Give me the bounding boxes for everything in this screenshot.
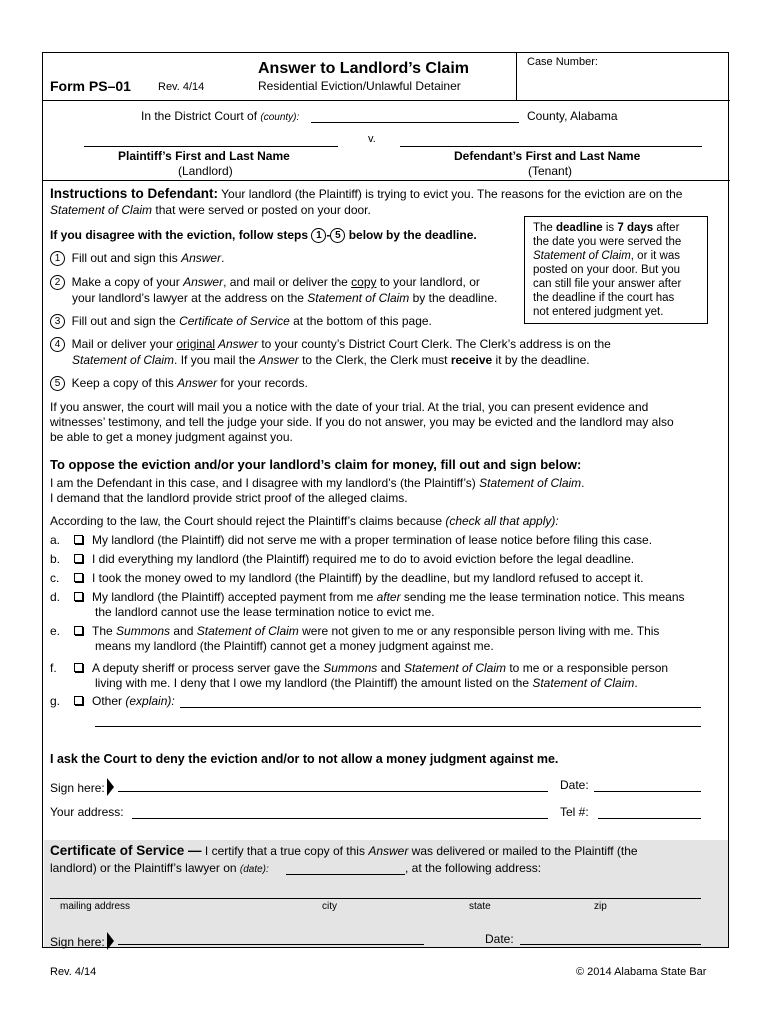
- checkbox-d[interactable]: [74, 592, 83, 601]
- reason-g-letter: g.: [50, 694, 61, 708]
- certificate-sign-arrow-icon: [107, 932, 114, 950]
- reason-e-letter: e.: [50, 624, 61, 638]
- date-field[interactable]: [594, 791, 701, 792]
- ask-court: I ask the Court to deny the eviction and/or to not allow a money judgment against me.: [50, 752, 559, 766]
- reason-c: I took the money owed to my landlord (the Plaintiff) by the deadline, but my landlord refused to accept it.: [74, 571, 643, 585]
- page-subtitle: Residential Eviction/Unlawful Detainer: [258, 79, 461, 93]
- reason-a: My landlord (the Plaintiff) did not serve me with a proper termination of lease notice before filing this case.: [74, 533, 652, 547]
- reason-e-line2: means my landlord (the Plaintiff) cannot get a money judgment against me.: [95, 639, 494, 653]
- date-label: Date:: [560, 778, 589, 792]
- checkbox-f[interactable]: [74, 663, 83, 672]
- step-5-number: 5: [50, 376, 65, 391]
- step-1: 1 Fill out and sign this Answer.: [50, 251, 224, 266]
- defendant-label: Defendant’s First and Last Name: [454, 149, 641, 163]
- reason-e: The Summons and Statement of Claim were not given to me or any responsible person living with me. This: [74, 624, 659, 638]
- certificate-line1: Certificate of Service — I certify that a true copy of this Answer was delivered or mailed to the Plaintiff (the: [50, 843, 638, 858]
- checkbox-b[interactable]: [74, 554, 83, 563]
- certificate-line2: landlord) or the Plaintiff’s lawyer on (date):: [50, 861, 269, 875]
- step-1-number: 1: [50, 251, 65, 266]
- case-number-label: Case Number:: [527, 56, 598, 68]
- plaintiff-name-field[interactable]: [84, 146, 338, 147]
- address-label: Your address:: [50, 805, 124, 819]
- oppose-line1: I am the Defendant in this case, and I disagree with my landlord’s (the Plaintiff’s) Statement of Claim.: [50, 476, 585, 490]
- city-label: city: [322, 901, 337, 912]
- state-label: state: [469, 901, 491, 912]
- reason-f-letter: f.: [50, 661, 57, 675]
- sign-arrow-icon: [107, 778, 114, 796]
- step-4: 4 Mail or deliver your original Answer to your county’s District Court Clerk. The Clerk’s address is on the: [50, 337, 611, 352]
- steps-heading: If you disagree with the eviction, follow steps 1 - 5 below by the deadline.: [50, 228, 477, 242]
- page-title: Answer to Landlord’s Claim: [258, 60, 469, 77]
- certificate-line2-end: , at the following address:: [405, 861, 542, 875]
- deadline-note: [524, 216, 708, 324]
- sign-here-label: Sign here:: [50, 778, 114, 796]
- certificate-sign-label: Sign here:: [50, 932, 114, 950]
- certificate-date-field[interactable]: [520, 944, 701, 945]
- service-address-field[interactable]: [50, 898, 701, 899]
- reason-b: I did everything my landlord (the Plaintiff) required me to do to avoid eviction before the legal deadline.: [74, 552, 634, 566]
- plaintiff-sub: (Landlord): [178, 164, 233, 178]
- law-line: According to the law, the Court should reject the Plaintiff’s claims because (check all that apply):: [50, 514, 559, 528]
- instructions-line2: Statement of Claim that were served or posted on your door.: [50, 203, 371, 217]
- tel-field[interactable]: [598, 818, 701, 819]
- deadline-note-line5: can still file your answer after: [533, 278, 682, 290]
- deadline-note-line4: posted on your door. But you: [533, 264, 681, 276]
- checkbox-c[interactable]: [74, 573, 83, 582]
- footer-rev: Rev. 4/14: [50, 966, 97, 978]
- signature-field[interactable]: [118, 791, 548, 792]
- checkbox-e[interactable]: [74, 626, 83, 635]
- reason-d-letter: d.: [50, 590, 61, 604]
- trial-line1: If you answer, the court will mail you a notice with the date of your trial. At the trial, you can present evidence and: [50, 400, 649, 414]
- caption-divider: [42, 180, 730, 181]
- step-2-number: 2: [50, 275, 65, 290]
- deadline-note-line7: not entered judgment yet.: [533, 306, 664, 318]
- court-prefix: In the District Court of (county):: [141, 109, 300, 123]
- step-2-line2: your landlord’s lawyer at the address on the Statement of Claim by the deadline.: [72, 291, 498, 305]
- trial-line3: be able to get a money judgment against you.: [50, 430, 293, 444]
- trial-line2: witnesses’ testimony, and tell the judge your side. If you do not answer, you may be evicted and the landlord may also: [50, 415, 674, 429]
- court-suffix: County, Alabama: [527, 109, 618, 123]
- deadline-note-line1: The deadline is 7 days after: [533, 222, 680, 234]
- step-3-number: 3: [50, 314, 65, 329]
- defendant-name-field[interactable]: [400, 146, 702, 147]
- deadline-note-line3: Statement of Claim, or it was: [533, 250, 681, 262]
- county-field[interactable]: [311, 122, 519, 123]
- tel-label: Tel #:: [560, 805, 589, 819]
- mailing-address-label: mailing address: [60, 901, 131, 912]
- step-range-start: 1: [311, 228, 326, 243]
- plaintiff-label: Plaintiff’s First and Last Name: [118, 149, 290, 163]
- instructions-line1: Instructions to Defendant: Your landlord (the Plaintiff) is trying to evict you. The reasons for the eviction are on the: [50, 186, 683, 201]
- checkbox-g[interactable]: [74, 696, 83, 705]
- form-rev: Rev. 4/14: [158, 81, 205, 93]
- footer-copyright: © 2014 Alabama State Bar: [576, 966, 707, 978]
- step-4-number: 4: [50, 337, 65, 352]
- explain-field-line1[interactable]: [180, 707, 701, 708]
- step-5: 5 Keep a copy of this Answer for your records.: [50, 376, 308, 391]
- zip-label: zip: [594, 901, 607, 912]
- reason-d: My landlord (the Plaintiff) accepted payment from me after sending me the lease termination notice. This means: [74, 590, 685, 604]
- step-range-end: 5: [330, 228, 345, 243]
- certificate-date-label: Date:: [485, 932, 514, 946]
- reason-d-line2: the landlord cannot use the lease termination notice to evict me.: [95, 605, 435, 619]
- certificate-signature-field[interactable]: [118, 944, 424, 945]
- oppose-line2: I demand that the landlord provide strict proof of the alleged claims.: [50, 491, 408, 505]
- header-divider-horizontal: [42, 100, 730, 101]
- service-date-field[interactable]: [286, 874, 405, 875]
- checkbox-a[interactable]: [74, 535, 83, 544]
- versus: v.: [368, 133, 376, 145]
- defendant-sub: (Tenant): [528, 164, 573, 178]
- reason-f: A deputy sheriff or process server gave the Summons and Statement of Claim to me or a responsible person: [74, 661, 668, 675]
- step-4-line2: Statement of Claim. If you mail the Answer to the Clerk, the Clerk must receive it by the deadline.: [72, 353, 590, 367]
- reason-g: Other (explain):: [74, 694, 175, 708]
- explain-field-line2[interactable]: [95, 726, 701, 727]
- reason-b-letter: b.: [50, 552, 61, 566]
- deadline-note-line2: the date you were served the: [533, 236, 682, 248]
- deadline-note-line6: the deadline if the court has: [533, 292, 675, 304]
- step-3: 3 Fill out and sign the Certificate of Service at the bottom of this page.: [50, 314, 432, 329]
- reason-c-letter: c.: [50, 571, 60, 585]
- reason-f-line2: living with me. I deny that I owe my landlord (the Plaintiff) the amount listed on the Statement of Claim.: [95, 676, 638, 690]
- address-field[interactable]: [132, 818, 548, 819]
- form-id: Form PS–01: [50, 78, 131, 94]
- oppose-heading: To oppose the eviction and/or your landlord’s claim for money, fill out and sign below:: [50, 457, 582, 472]
- case-number-field[interactable]: [517, 68, 727, 98]
- step-2: 2 Make a copy of your Answer, and mail or deliver the copy to your landlord, or: [50, 275, 480, 290]
- reason-a-letter: a.: [50, 533, 61, 547]
